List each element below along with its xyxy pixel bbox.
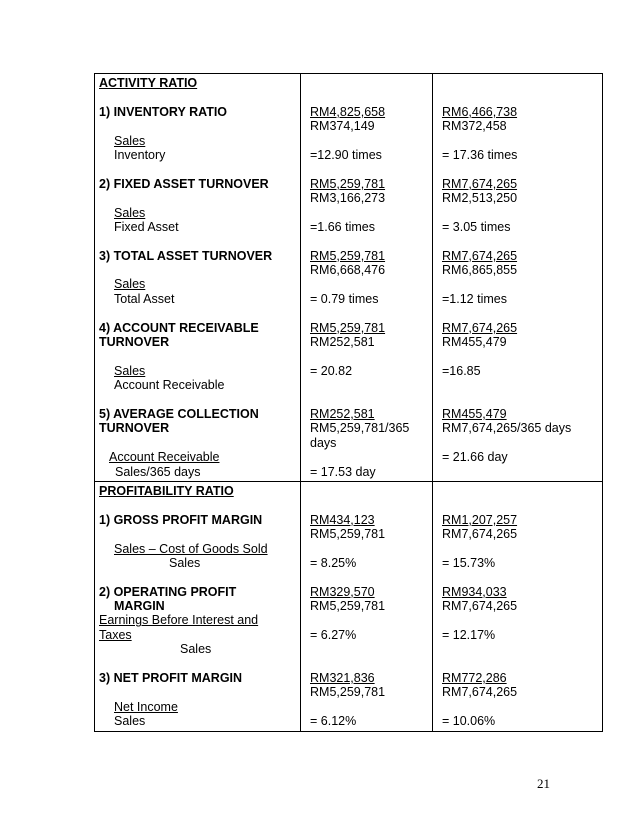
value-result: = 21.66 day: [442, 450, 508, 465]
formula-numerator: Sales: [114, 133, 146, 148]
value-result: = 17.53 day: [310, 464, 376, 479]
ratio-title: 2) OPERATING PROFIT: [99, 584, 237, 599]
formula-denominator: Inventory: [114, 147, 166, 162]
value-denominator: RM7,674,265: [442, 685, 518, 700]
value-denominator-cont: days: [310, 435, 337, 450]
value-denominator: RM7,674,265: [442, 527, 518, 542]
value-numerator: RM772,286: [442, 671, 507, 686]
ratio-title-cont: TURNOVER: [99, 335, 170, 350]
profitability-formula-cell: [95, 481, 301, 731]
value-result: = 0.79 times: [310, 291, 379, 306]
value-numerator: RM5,259,781: [310, 320, 386, 335]
ratio-title: 4) ACCOUNT RECEIVABLE: [99, 320, 259, 335]
value-denominator: RM6,865,855: [442, 263, 518, 278]
value-numerator: RM321,836: [310, 671, 375, 686]
ratio-table: [94, 73, 603, 732]
formula-numerator: Net Income: [114, 699, 178, 714]
value-denominator: RM5,259,781: [310, 527, 386, 542]
section-heading: PROFITABILITY RATIO: [99, 483, 234, 498]
value-result: =12.90 times: [310, 147, 382, 162]
value-result: =1.12 times: [442, 291, 507, 306]
value-denominator: RM455,479: [442, 335, 507, 350]
value-numerator: RM434,123: [310, 512, 375, 527]
ratio-title: 3) NET PROFIT MARGIN: [99, 671, 243, 686]
profitability-year2-cell: [433, 481, 603, 731]
value-denominator: RM5,259,781: [310, 599, 386, 614]
profitability-year1-cell: [301, 481, 433, 731]
value-numerator: RM7,674,265: [442, 248, 518, 263]
formula-numerator: Sales: [114, 205, 146, 220]
formula-denominator: Sales: [169, 555, 201, 570]
formula-numerator-cont: Taxes: [99, 627, 132, 642]
value-numerator: RM4,825,658: [310, 104, 386, 119]
ratio-title: 2) FIXED ASSET TURNOVER: [99, 176, 269, 191]
formula-denominator: Fixed Asset: [114, 219, 179, 234]
value-denominator: RM7,674,265/365 days: [442, 421, 572, 436]
value-result: = 10.06%: [442, 714, 496, 729]
value-numerator: RM252,581: [310, 406, 375, 421]
value-numerator: RM7,674,265: [442, 176, 518, 191]
profitability-section-row: [95, 481, 603, 731]
value-numerator: RM455,479: [442, 406, 507, 421]
value-result: = 3.05 times: [442, 219, 511, 234]
value-result: = 17.36 times: [442, 147, 518, 162]
formula-denominator: Account Receivable: [114, 378, 225, 393]
value-denominator: RM372,458: [442, 119, 507, 134]
formula-denominator: Total Asset: [114, 291, 175, 306]
page-number: 21: [537, 776, 550, 791]
formula-numerator: Sales: [114, 277, 146, 292]
value-denominator: RM374,149: [310, 119, 375, 134]
value-result: =1.66 times: [310, 219, 375, 234]
ratio-title: 3) TOTAL ASSET TURNOVER: [99, 248, 273, 263]
value-denominator: RM6,668,476: [310, 263, 386, 278]
formula-denominator: Sales: [114, 714, 146, 729]
value-result: = 6.27%: [310, 627, 357, 642]
ratio-title-cont: MARGIN: [114, 599, 165, 614]
value-result: =16.85: [442, 363, 481, 378]
value-numerator: RM6,466,738: [442, 104, 518, 119]
ratio-title: 1) GROSS PROFIT MARGIN: [99, 512, 263, 527]
activity-section-row: [95, 74, 603, 482]
value-result: = 15.73%: [442, 555, 496, 570]
value-numerator: RM1,207,257: [442, 512, 518, 527]
value-numerator: RM5,259,781: [310, 248, 386, 263]
value-denominator: RM5,259,781/365: [310, 421, 410, 436]
ratio-title-cont: TURNOVER: [99, 421, 170, 436]
value-denominator: RM3,166,273: [310, 191, 386, 206]
value-result: = 12.17%: [442, 627, 496, 642]
activity-year1-cell: [301, 74, 433, 482]
value-numerator: RM329,570: [310, 584, 375, 599]
value-result: = 8.25%: [310, 555, 357, 570]
value-denominator: RM5,259,781: [310, 685, 386, 700]
ratio-title: 1) INVENTORY RATIO: [99, 104, 228, 119]
activity-formula-cell: [95, 74, 301, 482]
value-result: = 20.82: [310, 363, 353, 378]
section-heading: ACTIVITY RATIO: [99, 76, 198, 90]
value-numerator: RM7,674,265: [442, 320, 518, 335]
activity-year2-cell: [433, 74, 603, 482]
formula-numerator: Sales: [114, 363, 146, 378]
value-denominator: RM7,674,265: [442, 599, 518, 614]
formula-denominator: Sales: [180, 642, 212, 657]
value-numerator: RM934,033: [442, 584, 507, 599]
formula-numerator: Earnings Before Interest and: [99, 613, 259, 628]
ratio-title: 5) AVERAGE COLLECTION: [99, 406, 259, 421]
value-numerator: RM5,259,781: [310, 176, 386, 191]
formula-numerator: Sales – Cost of Goods Sold: [114, 541, 268, 556]
formula-numerator: Account Receivable: [109, 450, 220, 465]
formula-denominator: Sales/365 days: [115, 464, 201, 479]
value-result: = 6.12%: [310, 714, 357, 729]
value-denominator: RM2,513,250: [442, 191, 518, 206]
value-denominator: RM252,581: [310, 335, 375, 350]
